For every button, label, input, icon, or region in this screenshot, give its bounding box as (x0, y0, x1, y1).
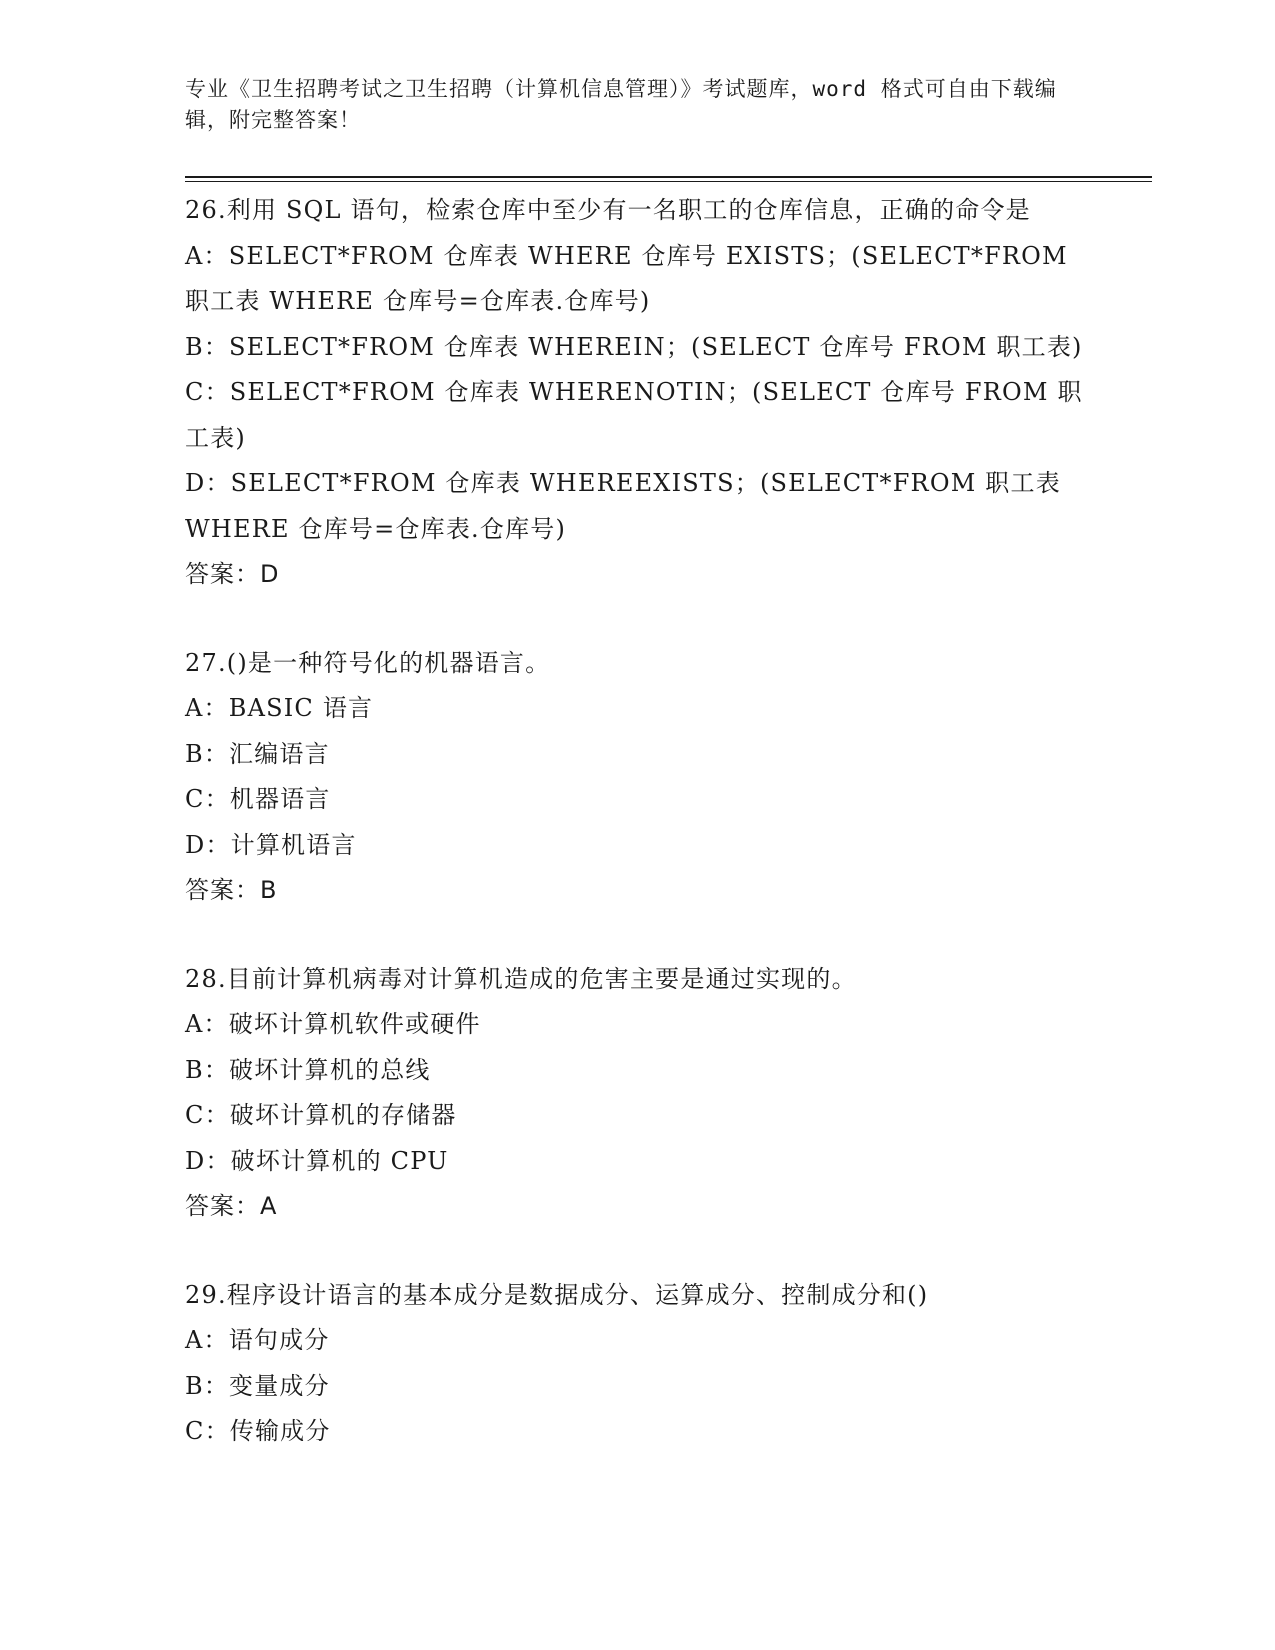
question-29 (185, 1273, 1085, 1455)
option-b: B：变量成分 (185, 1371, 330, 1400)
option-d: D：计算机语言 (185, 830, 357, 859)
question-list (185, 188, 1085, 1498)
option-c: C：SELECT*FROM 仓库表 WHERENOTIN；(SELECT 仓库号 FROM 职工表) (185, 378, 1083, 452)
question-stem: 29.程序设计语言的基本成分是数据成分、运算成分、控制成分和() (185, 1280, 929, 1309)
option-c: C：传输成分 (185, 1417, 331, 1445)
answer: 答案：D (185, 560, 280, 588)
option-a: A：BASIC 语言 (185, 694, 374, 722)
option-a: A：语句成分 (185, 1326, 330, 1354)
option-d: D：SELECT*FROM 仓库表 WHEREEXISTS；(SELECT*FROM 职工表 WHERE 仓库号=仓库表.仓库号) (185, 469, 1070, 543)
answer: 答案：A (185, 1192, 278, 1220)
option-c: C：破坏计算机的存储器 (185, 1101, 457, 1129)
question-27 (185, 641, 1085, 914)
header-divider-thick (185, 176, 1152, 178)
option-c: C：机器语言 (185, 785, 331, 813)
answer: 答案：B (185, 876, 278, 904)
header-divider-thin (185, 181, 1152, 182)
question-28 (185, 957, 1085, 1230)
question-26 (185, 188, 1085, 598)
question-stem: 28.目前计算机病毒对计算机造成的危害主要是通过实现的。 (185, 964, 857, 993)
option-a: A：破坏计算机软件或硬件 (185, 1010, 481, 1038)
option-d: D：破坏计算机的 CPU (185, 1146, 449, 1175)
option-a: A：SELECT*FROM 仓库表 WHERE 仓库号 EXISTS；(SELECT*FROM 职工表 WHERE 仓库号=仓库表.仓库号) (185, 241, 1077, 315)
question-stem: 26.利用 SQL 语句，检索仓库中至少有一名职工的仓库信息，正确的命令是 (185, 196, 1031, 224)
option-b: B：破坏计算机的总线 (185, 1055, 431, 1084)
question-stem: 27.()是一种符号化的机器语言。 (185, 648, 551, 677)
option-b: B：SELECT*FROM 仓库表 WHEREIN；(SELECT 仓库号 FROM 职工表) (185, 332, 1083, 361)
document-header: 专业《卫生招聘考试之卫生招聘（计算机信息管理）》考试题库，word 格式可自由下载编辑，附完整答案！ (185, 77, 1057, 132)
option-b: B：汇编语言 (185, 739, 330, 768)
